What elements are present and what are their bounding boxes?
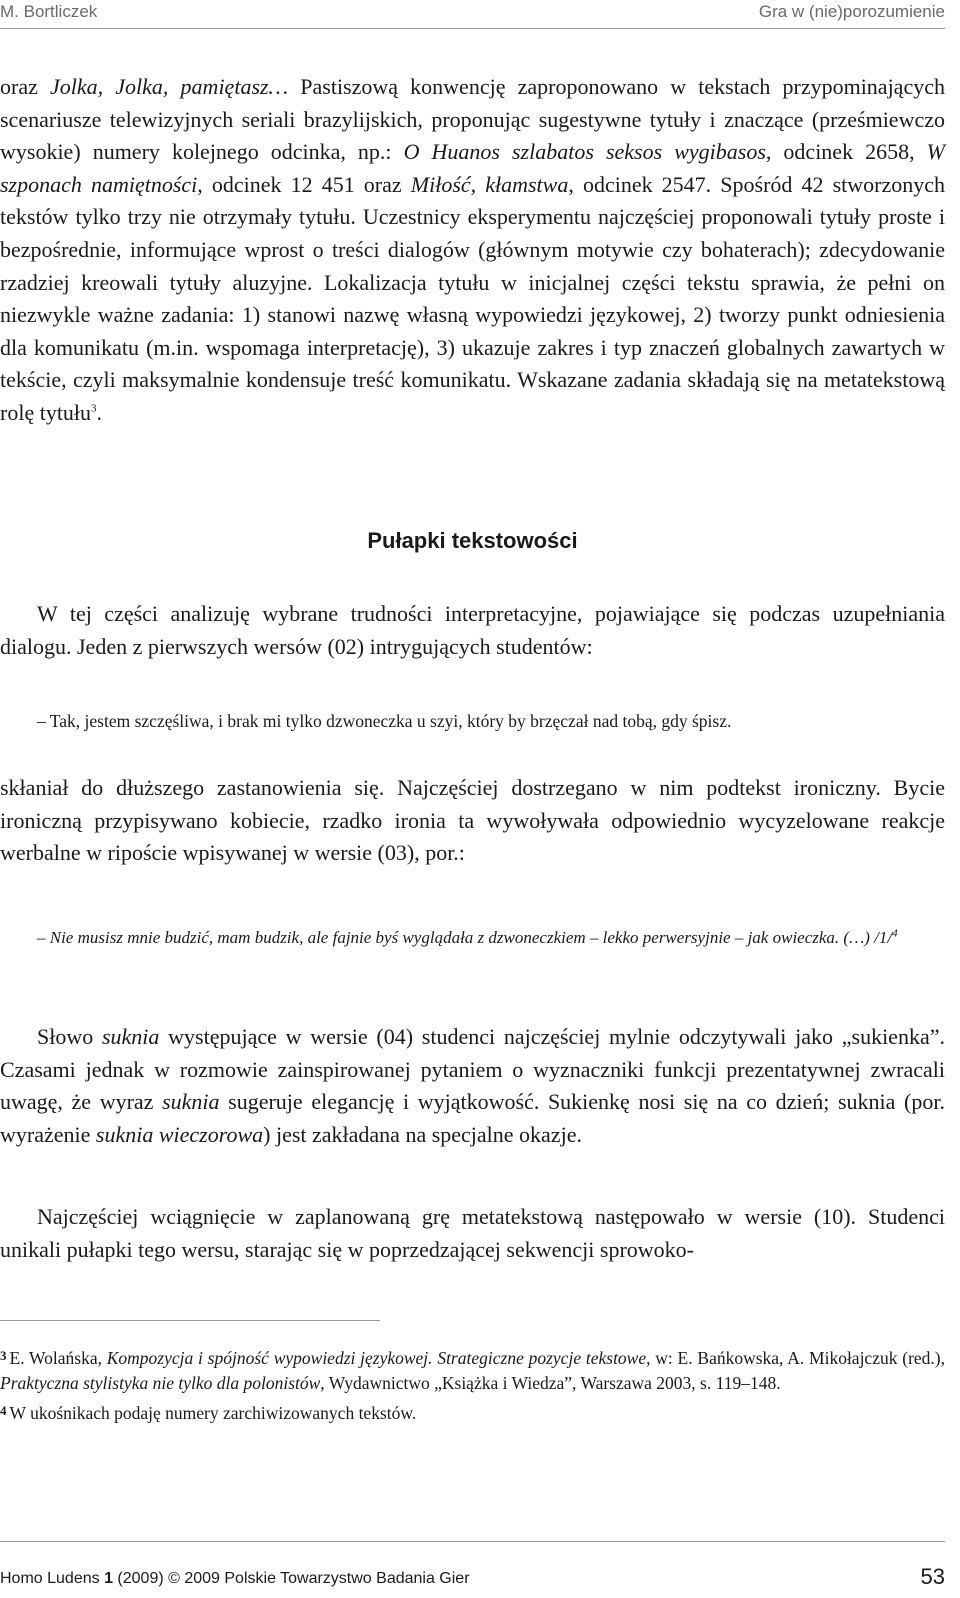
text-run: Najczęściej wciągnięcie w zaplanowaną grę metatekstową następowało w wersie (10). Studenci unikali pułapki tego wersu, starając się w poprzedzającej sekwencji sprowoko-: [0, 1204, 945, 1262]
text-run: oraz: [0, 74, 50, 99]
text-run: , w: E. Bańkowska, A. Mikołajczuk (red.),: [646, 1348, 945, 1368]
running-header: [0, 0, 945, 28]
quote-2: [0, 921, 945, 955]
footnote-rule: [0, 1320, 380, 1321]
text-run: – Tak, jestem szczęśliwa, i brak mi tylko dzwoneczka u szyi, który by brzęczał nad tobą, gdy śpisz.: [37, 711, 732, 731]
text-run: występujące w wersie (04) studenci najczęściej mylnie odczytywali jako „sukienka”. Czasami jednak w rozmowie zainspirowanej pytaniem o wyznaczniki funkcji prezentatywnej zwracali uwagę, że wyraz: [0, 1024, 945, 1115]
text-run: Słowo: [37, 1024, 102, 1049]
text-run: suknia: [101, 1024, 160, 1049]
text-run: W szponach namiętności: [0, 139, 945, 197]
footer-citation: [0, 1570, 470, 1588]
text-run: W ukośnikach podaję numery zarchiwizowanych tekstów.: [9, 1403, 417, 1423]
footnotes: [0, 1344, 945, 1430]
footnote-ref: 3: [91, 402, 97, 415]
footnote-text: [10, 1403, 417, 1423]
footnote-marker: 3: [0, 1348, 7, 1363]
quote-1: [0, 708, 945, 734]
text-run: W tej części analizuję wybrane trudności interpretacyjne, pojawiające się podczas uzupełniania dialogu. Jeden z pierwszych wersów (02) intrygujących studentów:: [0, 601, 945, 659]
footnote-4: [0, 1399, 945, 1426]
footer-journal: Homo Ludens: [0, 1570, 105, 1587]
text-run: Praktyczna stylistyka nie tylko dla polonistów: [0, 1372, 321, 1393]
text-run: – Nie musisz mnie budzić, mam budzik, ale fajnie byś wyglądała z dzwoneczkiem – lekko perwersyjnie – jak owieczka. (…): [37, 928, 870, 947]
paragraph-4: [0, 1021, 945, 1151]
paragraph-3: [0, 772, 945, 870]
footer-issue: 1: [104, 1570, 113, 1587]
footnote-text: [0, 1348, 945, 1393]
text-run: Pastiszową konwencję zaproponowano w tekstach przypominających scenariusze telewizyjnych seriali brazylijskich, proponując sugestywne tytuły i znaczące (prześmiewczo wysokie) numery kolejnego odcinka, np.:: [0, 74, 945, 165]
text-run: E. Wolańska,: [9, 1348, 107, 1368]
text-run: , odcinek 2658,: [765, 139, 927, 165]
text-run: sugeruje elegancję i wyjątkowość. Sukienkę nosi się na co dzień; suknia (por. wyrażenie: [0, 1089, 945, 1147]
footer-copyright: (2009) © 2009 Polskie Towarzystwo Badania Gier: [112, 1570, 470, 1587]
text-run: skłaniał do dłuższego zastanowienia się. Najczęściej dostrzegano w nim podtekst ironiczny. Bycie ironiczną przypisywano kobiecie, rzadko ironia ta wywoływała odpowiednio wycyzelowane reakcje werbalne w ripoście wpisywanej w wersie (03), por.:: [0, 775, 945, 866]
paragraph-1: [0, 71, 945, 430]
paragraph-2: [0, 598, 945, 663]
text-run: suknia: [162, 1089, 220, 1115]
text-run: /1/: [869, 928, 893, 947]
paragraph-5: [0, 1201, 945, 1266]
text-run: , odcinek 12 451 oraz: [197, 171, 411, 197]
section-title: Pułapki tekstowości: [367, 528, 578, 553]
page-number: 53: [920, 1564, 945, 1589]
header-rule: [0, 28, 945, 29]
text-run: Kompozycja i spójność wypowiedzi językowej. Strategiczne pozycje tekstowe: [106, 1348, 647, 1368]
text-run: Miłość, kłamstwa: [410, 171, 569, 197]
text-run: , odcinek 2547. Spośród 42 stworzonych tekstów tylko trzy nie otrzymały tytułu. Uczestnicy eksperymentu najczęściej proponowali tytuły proste i bezpośrednie, informujące wprost o treści dialogów (głównym motywie czy bohaterach); zdecydowanie rzadziej kreowali tytuły aluzyjne. Lokalizacja tytułu w inicjalnej części tekstu sprawia, że pełni on niezwykle ważne zadania: 1) stanowi nazwę własną wypowiedzi językowej, 2) tworzy punkt odniesienia dla komunikatu (m.in. wspomaga interpretację), 3) ukazuje zakres i typ znaczeń globalnych zawartych w tekście, czyli maksymalnie kondensuje treść komunikatu. Wskazane zadania składają się na metatekstową rolę tytułu: [0, 171, 946, 425]
footnote-marker: 4: [0, 1403, 7, 1418]
text-run: , Wydawnictwo „Książka i Wiedza”, Warszawa 2003, s. 119–148.: [320, 1372, 781, 1393]
text-run: .: [96, 399, 103, 425]
text-run: O Huanos szlabatos seksos wygibasos: [403, 139, 766, 165]
footnote-ref: 4: [892, 927, 898, 940]
text-run: Jolka, Jolka, pamiętasz…: [50, 74, 289, 99]
header-title: Gra w (nie)porozumienie: [758, 2, 945, 21]
text-run: ) jest zakładana na specjalne okazje.: [263, 1121, 582, 1147]
header-author: M. Bortliczek: [0, 2, 98, 21]
text-run: suknia wieczorowa: [95, 1121, 264, 1147]
footnote-3: [0, 1344, 945, 1395]
footer-rule: [0, 1541, 945, 1542]
